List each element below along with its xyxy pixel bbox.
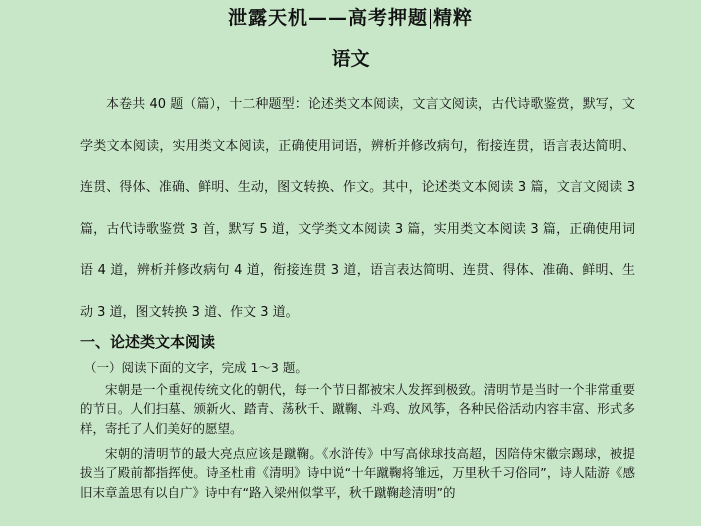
sub-heading: （一）阅读下面的文字，完成 1～3 题。: [84, 360, 308, 375]
section-heading: 一、论述类文本阅读: [80, 333, 216, 351]
title-main: 泄露天机——高考押题: [227, 7, 428, 29]
intro-paragraph: 本卷共 40 题（篇），十二种题型：论述类文本阅读，文言文阅读，古代诗歌鉴赏，默写，文学类文本阅读，实用类文本阅读，正确使用词语，辨析并修改病句，衔接连贯，语言表达简明、连贯、得体、准确、鲜明、生动，图文转换、作文。其中，论述类文本阅读 3 篇，文言文阅读 3 篇，古代诗歌鉴赏 3 首，默写 5 道，文学类文本阅读 3 篇，实用类文本阅读 3 篇，正确使用词语 4 道，辨析并修改病句 4 道，衔接连贯 3 道，语言表达简明、连贯、得体、准确、鲜明、生动 3 道，图文转换 3 道、作文 3 道。: [80, 97, 635, 320]
passage-paragraph: 宋朝的清明节的最大亮点应该是蹴鞠。《水浒传》中写高俅球技高超，因陪侍宋徽宗踢球，被提拔当了殿前都指挥使。诗圣杜甫《清明》诗中说“十年蹴鞠将雏远，万里秋千习俗同”，诗人陆游《感旧末章盖思有以自广》诗中有“路入梁州似掌平，秋千蹴鞠趁清明”的: [80, 446, 635, 500]
title-suffix: 精粹: [433, 7, 474, 29]
document-title: [0, 3, 701, 30]
text-cursor: [430, 9, 431, 29]
passage-paragraph: 宋朝是一个重视传统文化的朝代，每一个节日都被宋人发挥到极致。清明节是当时一个非常重要的节日。人们扫墓、颁新火、踏青、荡秋千、蹴鞠、斗鸡、放风筝，各种民俗活动内容丰富、形式多样，寄托了人们美好的愿望。: [80, 382, 635, 436]
subject-heading: 语文: [331, 48, 370, 70]
